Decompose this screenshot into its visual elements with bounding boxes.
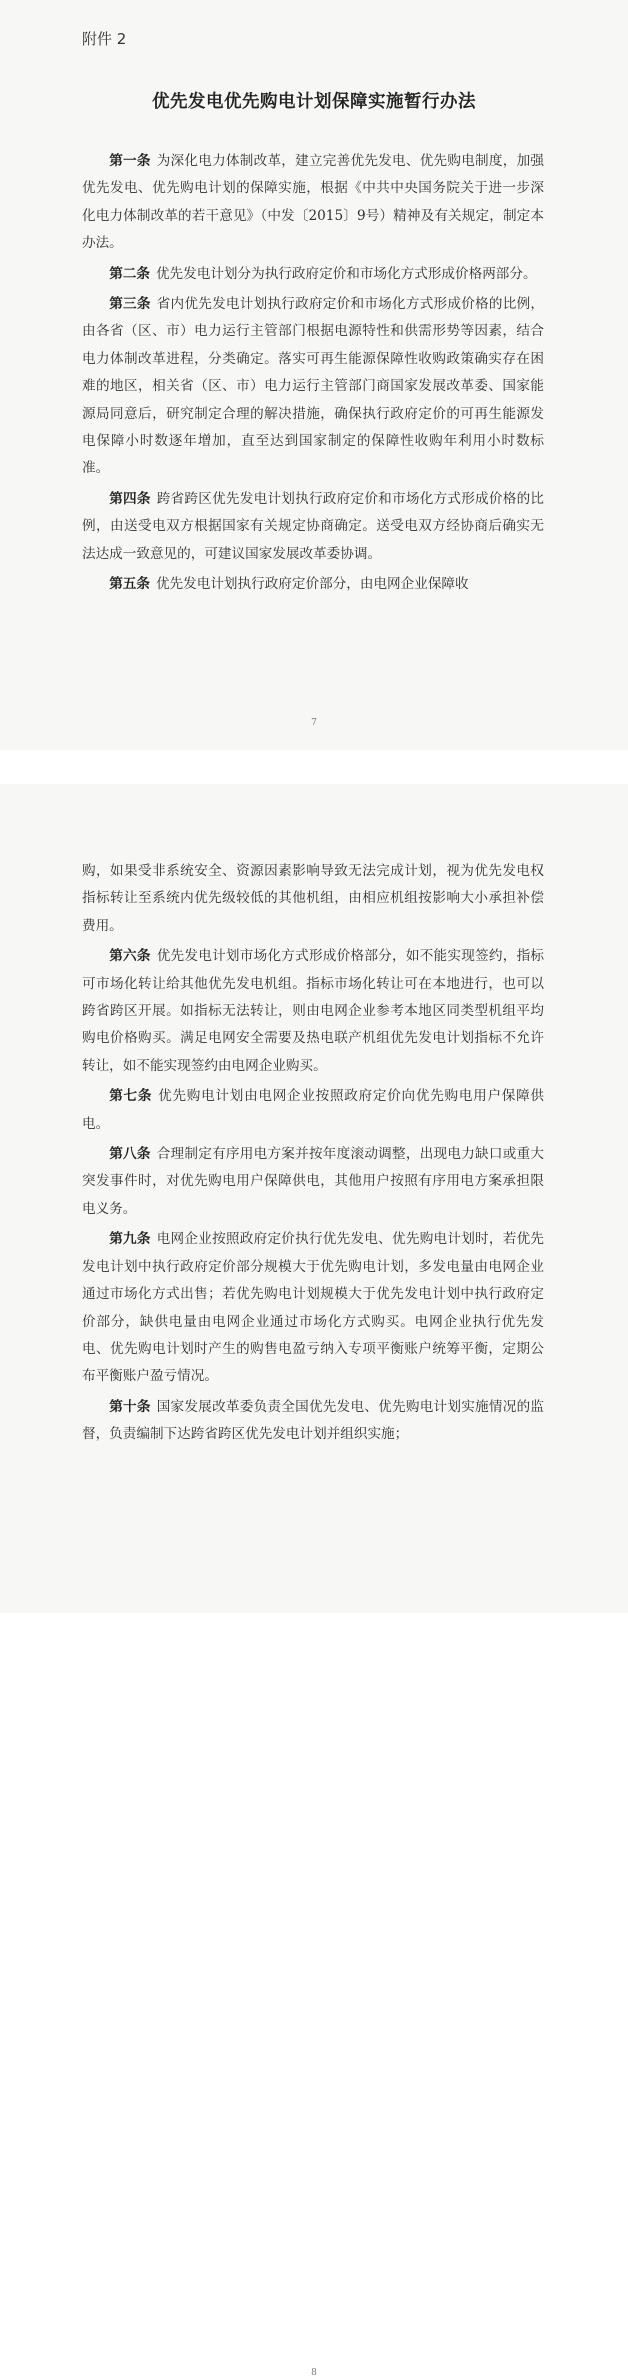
article-text: 合理制定有序用电方案并按年度滚动调整，出现电力缺口或重大突发事件时，对优先购电用户保障供电，其他用户按照有序用电方案承担限电义务。	[82, 1146, 545, 1217]
article-number: 第三条	[109, 296, 151, 313]
article-2	[82, 261, 544, 288]
article-9	[82, 1226, 544, 1390]
article-number: 第九条	[109, 1231, 151, 1248]
article-text: 优先发电计划执行政府定价部分，由电网企业保障收	[155, 576, 469, 593]
article-number: 第十条	[109, 1398, 151, 1415]
article-5	[82, 571, 544, 598]
page-number: 7	[311, 718, 317, 728]
article-text: 跨省跨区优先发电计划执行政府定价和市场化方式形成价格的比例，由送受电双方根据国家有关规定协商确定。送受电双方经协商后确实无法达成一致意见的，可建议国家发展改革委协调。	[82, 490, 545, 562]
article-text: 优先发电计划市场化方式形成价格部分，如不能实现签约，指标可市场化转让给其他优先发电机组。指标市场化转让可在本地进行，也可以跨省跨区开展。如指标无法转让，则由电网企业参考本地区同类型机组平均购电价格购买。满足电网安全需要及热电联产机组优先发电计划指标不允许转让，如不能实现签约由电网企业购买。	[82, 948, 545, 1074]
article-1	[82, 148, 544, 258]
article-7	[82, 1083, 544, 1138]
article-text: 优先购电计划由电网企业按照政府定价向优先购电用户保障供电。	[82, 1088, 545, 1132]
page-gap	[0, 750, 628, 784]
document-page-1	[0, 0, 628, 750]
article-8	[82, 1141, 544, 1223]
article-4	[82, 486, 544, 568]
article-10	[82, 1394, 544, 1449]
article-number: 第七条	[109, 1088, 153, 1105]
article-5-continuation: 购，如果受非系统安全、资源因素影响导致无法完成计划，视为优先发电权指标转让至系统内优先级较低的其他机组，由相应机组按影响大小承担补偿费用。	[82, 863, 544, 934]
page-2-body	[82, 858, 544, 1452]
page-1-body	[82, 148, 544, 602]
article-number: 第一条	[109, 153, 151, 169]
attachment-label: 附件 2	[82, 30, 127, 48]
article-number: 第二条	[109, 265, 150, 282]
page-number: 8	[311, 2368, 317, 2378]
article-text: 电网企业按照政府定价执行优先发电、优先购电计划时，若优先发电计划中执行政府定价部分规模大于优先购电计划，多发电量由电网企业通过市场化方式出售；若优先购电计划规模大于优先发电计划中执行政府定价部分，缺供电量由电网企业通过市场化方式购买。电网企业执行优先发电、优先购电计划时产生的购售电盈亏纳入专项平衡账户统筹平衡，定期公布平衡账户盈亏情况。	[82, 1231, 545, 1385]
article-3	[82, 291, 544, 483]
article-number: 第五条	[109, 576, 150, 593]
article-6	[82, 943, 544, 1080]
article-number: 第八条	[109, 1146, 151, 1163]
article-number: 第四条	[109, 490, 151, 507]
article-text: 为深化电力体制改革，建立完善优先发电、优先购电制度，加强优先发电、优先购电计划的保障实施，根据《中共中央国务院关于进一步深化电力体制改革的若干意见》（中发〔2015〕9号）精神及有关规定，制定本办法。	[82, 153, 545, 252]
article-number: 第六条	[109, 948, 151, 965]
article-text: 优先发电计划分为执行政府定价和市场化方式形成价格两部分。	[155, 265, 537, 282]
article-text: 国家发展改革委负责全国优先发电、优先购电计划实施情况的监督，负责编制下达跨省跨区优先发电计划并组织实施；	[82, 1398, 545, 1443]
document-title: 优先发电优先购电计划保障实施暂行办法	[152, 92, 476, 112]
article-text: 省内优先发电计划执行政府定价和市场化方式形成价格的比例，由各省（区、市）电力运行主管部门根据电源特性和供需形势等因素，结合电力体制改革进程，分类确定。落实可再生能源保障性收购政策确实存在困难的地区，相关省（区、市）电力运行主管部门商国家发展改革委、国家能源局同意后，研究制定合理的解决措施，确保执行政府定价的可再生能源发电保障小时数逐年增加，直至达到国家制定的保障性收购年利用小时数标准。	[82, 296, 545, 477]
